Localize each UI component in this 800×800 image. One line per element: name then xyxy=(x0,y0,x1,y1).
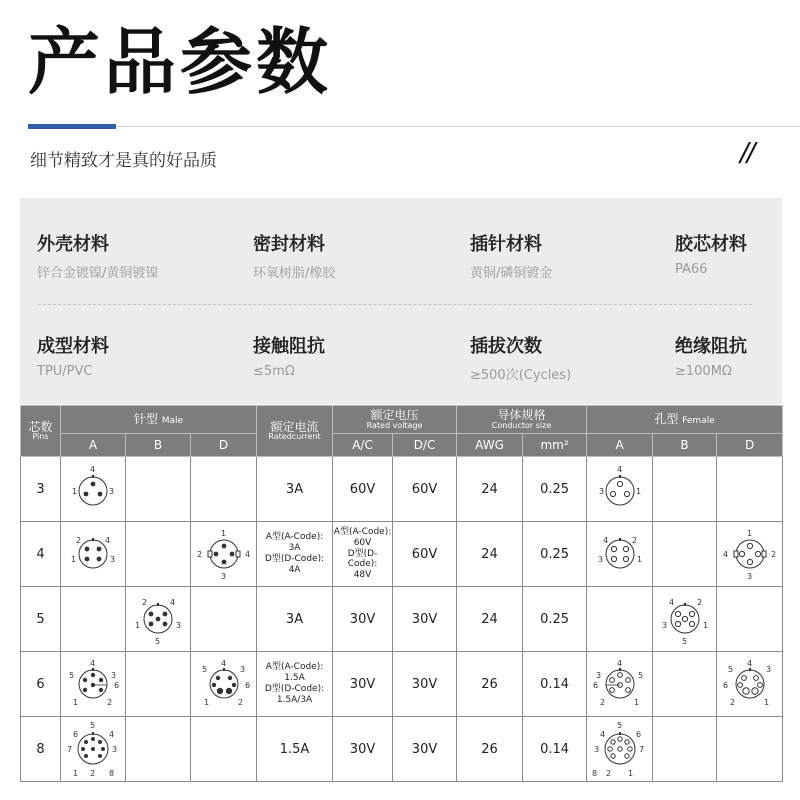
cell-mm2: 0.14 xyxy=(523,717,587,782)
svg-text:1: 1 xyxy=(763,698,769,707)
cell-female-b xyxy=(653,587,717,652)
svg-text:2: 2 xyxy=(76,536,82,545)
cell-ac-voltage: A型(A-Code): 60V D型(D-Code): 48V xyxy=(333,522,393,587)
cell-current: 3A xyxy=(257,457,333,522)
svg-text:3: 3 xyxy=(110,555,116,564)
cell-ac-voltage: 30V xyxy=(333,587,393,652)
svg-text:3: 3 xyxy=(176,621,182,630)
svg-text:4: 4 xyxy=(90,659,96,668)
svg-text:4: 4 xyxy=(109,730,115,739)
header-male: 针型 Male xyxy=(61,406,257,434)
cell-male-d xyxy=(191,457,257,522)
header-female-d: D xyxy=(717,434,783,457)
cell-current: A型(A-Code): 3A D型(D-Code): 4A xyxy=(257,522,333,587)
material-properties-panel xyxy=(20,198,782,404)
cell-female-a xyxy=(587,587,653,652)
svg-text:7: 7 xyxy=(638,745,644,754)
cell-male-a xyxy=(61,717,126,782)
female-6pin-d-code-diagram xyxy=(718,657,782,711)
prop-value: ≥100MΩ xyxy=(675,364,732,379)
svg-text:2: 2 xyxy=(107,698,113,707)
svg-text:2: 2 xyxy=(729,698,735,707)
female-3pin-a-code-diagram xyxy=(588,464,652,514)
cell-female-b xyxy=(653,717,717,782)
cell-ac-voltage: 60V xyxy=(333,457,393,522)
title-accent-bar xyxy=(28,124,116,129)
prop-pin-material xyxy=(470,230,552,281)
cell-awg: 24 xyxy=(457,457,523,522)
cell-dc-voltage: 30V xyxy=(393,587,457,652)
slash-decoration: // xyxy=(740,138,754,168)
prop-insulation-resistance xyxy=(675,332,747,379)
svg-text:6: 6 xyxy=(722,681,728,690)
svg-text:3: 3 xyxy=(746,572,752,581)
cell-male-d xyxy=(191,587,257,652)
cell-female-d xyxy=(717,652,783,717)
svg-text:5: 5 xyxy=(90,721,96,730)
svg-text:3: 3 xyxy=(220,572,226,581)
cell-mm2: 0.14 xyxy=(523,652,587,717)
cell-male-a xyxy=(61,457,126,522)
header-female-b: B xyxy=(653,434,717,457)
prop-value: 锌合金镀镍/黄铜镀镍 xyxy=(37,266,159,281)
page-subtitle: 细节精致才是真的好品质 xyxy=(30,151,217,171)
svg-text:4: 4 xyxy=(599,730,605,739)
prop-mating-cycles xyxy=(470,332,571,383)
cell-female-b xyxy=(653,652,717,717)
svg-text:3: 3 xyxy=(662,621,668,630)
prop-value: TPU/PVC xyxy=(37,364,93,379)
cell-female-a xyxy=(587,717,653,782)
cell-male-b xyxy=(126,587,191,652)
cell-female-d xyxy=(717,717,783,782)
cell-dc-voltage: 30V xyxy=(393,652,457,717)
svg-text:2: 2 xyxy=(142,598,148,607)
cell-female-a xyxy=(587,457,653,522)
cell-awg: 24 xyxy=(457,522,523,587)
svg-text:2: 2 xyxy=(605,769,611,778)
cell-awg: 24 xyxy=(457,587,523,652)
header-female-a: A xyxy=(587,434,653,457)
cell-male-d xyxy=(191,522,257,587)
svg-text:6: 6 xyxy=(114,681,120,690)
prop-value: ≤5mΩ xyxy=(253,364,295,379)
prop-value: 环氧树脂/橡胶 xyxy=(253,266,336,281)
svg-text:4: 4 xyxy=(170,598,176,607)
prop-shell-material xyxy=(37,230,158,281)
male-4pin-d-code-diagram xyxy=(192,527,256,581)
cell-dc-voltage: 60V xyxy=(393,522,457,587)
svg-text:3: 3 xyxy=(597,555,603,564)
prop-label: 成型材料 xyxy=(37,336,109,357)
svg-text:6: 6 xyxy=(635,730,641,739)
page-title: 产品参数 xyxy=(28,20,333,104)
svg-text:5: 5 xyxy=(727,665,733,674)
svg-text:1: 1 xyxy=(636,555,642,564)
svg-text:2: 2 xyxy=(90,769,96,778)
svg-text:3: 3 xyxy=(109,487,115,496)
prop-value: 黄铜/磷铜镀金 xyxy=(470,266,553,281)
svg-text:1: 1 xyxy=(220,529,226,538)
prop-value: PA66 xyxy=(675,262,708,277)
prop-label: 绝缘阻抗 xyxy=(675,336,747,357)
table-row xyxy=(21,587,783,652)
svg-text:5: 5 xyxy=(201,665,207,674)
svg-text:1: 1 xyxy=(627,769,633,778)
cell-female-d xyxy=(717,457,783,522)
svg-text:1: 1 xyxy=(633,698,639,707)
header-male-d: D xyxy=(191,434,257,457)
header-ac: A/C xyxy=(333,434,393,457)
header-male-a: A xyxy=(61,434,126,457)
svg-text:3: 3 xyxy=(595,671,601,680)
cell-awg: 26 xyxy=(457,717,523,782)
female-5pin-b-code-diagram xyxy=(653,592,717,646)
svg-text:4: 4 xyxy=(746,659,752,668)
cell-female-d xyxy=(717,587,783,652)
svg-text:2: 2 xyxy=(697,598,703,607)
header-female: 孔型 Female xyxy=(587,406,783,434)
svg-text:3: 3 xyxy=(598,487,604,496)
female-8pin-a-code-diagram xyxy=(588,719,652,779)
cell-mm2: 0.25 xyxy=(523,522,587,587)
prop-label: 插针材料 xyxy=(470,234,542,255)
svg-text:3: 3 xyxy=(111,671,117,680)
svg-text:6: 6 xyxy=(592,681,598,690)
svg-text:5: 5 xyxy=(155,637,161,646)
cell-female-a xyxy=(587,522,653,587)
header-pins: 芯数 Pins xyxy=(21,406,61,457)
svg-text:1: 1 xyxy=(73,698,79,707)
male-5pin-b-code-diagram xyxy=(126,592,190,646)
cell-pins: 8 xyxy=(21,717,61,782)
cell-male-b xyxy=(126,457,191,522)
cell-awg: 26 xyxy=(457,652,523,717)
prop-molding-material xyxy=(37,332,109,379)
svg-text:5: 5 xyxy=(616,721,622,730)
svg-text:1: 1 xyxy=(703,621,709,630)
svg-text:1: 1 xyxy=(73,769,79,778)
cell-mm2: 0.25 xyxy=(523,587,587,652)
cell-pins: 3 xyxy=(21,457,61,522)
cell-mm2: 0.25 xyxy=(523,457,587,522)
table-row xyxy=(21,652,783,717)
svg-text:4: 4 xyxy=(722,550,728,559)
cell-ac-voltage: 30V xyxy=(333,652,393,717)
header-conductor: 导体规格 Conductor size xyxy=(457,406,587,434)
svg-text:7: 7 xyxy=(67,745,73,754)
svg-text:2: 2 xyxy=(237,698,243,707)
prop-label: 胶芯材料 xyxy=(675,234,747,255)
cell-male-b xyxy=(126,717,191,782)
svg-text:5: 5 xyxy=(69,671,75,680)
table-row xyxy=(21,522,783,587)
prop-label: 接触阻抗 xyxy=(253,336,325,357)
prop-contact-resistance xyxy=(253,332,325,379)
cell-current: 3A xyxy=(257,587,333,652)
header-current: 额定电流 Ratedcurrent xyxy=(257,406,333,457)
header-voltage: 额定电压 Rated voltage xyxy=(333,406,457,434)
svg-text:1: 1 xyxy=(135,621,141,630)
prop-label: 外壳材料 xyxy=(37,234,109,255)
header-dc: D/C xyxy=(393,434,457,457)
svg-text:6: 6 xyxy=(73,730,79,739)
male-6pin-a-code-diagram xyxy=(61,657,125,711)
male-3pin-a-code-diagram xyxy=(61,464,125,514)
cell-female-d xyxy=(717,522,783,587)
cell-pins: 4 xyxy=(21,522,61,587)
table-row xyxy=(21,457,783,522)
header-awg: AWG xyxy=(457,434,523,457)
cell-male-a xyxy=(61,587,126,652)
svg-text:1: 1 xyxy=(72,487,78,496)
header-mm2: mm² xyxy=(523,434,587,457)
female-4pin-d-code-diagram xyxy=(718,527,782,581)
svg-text:8: 8 xyxy=(591,769,597,778)
female-6pin-a-code-diagram xyxy=(588,657,652,711)
svg-text:4: 4 xyxy=(602,536,608,545)
cell-female-a xyxy=(587,652,653,717)
cell-current: A型(A-Code): 1.5A D型(D-Code): 1.5A/3A xyxy=(257,652,333,717)
header-male-b: B xyxy=(126,434,191,457)
female-4pin-a-code-diagram xyxy=(588,529,652,579)
cell-male-d xyxy=(191,717,257,782)
cell-male-d xyxy=(191,652,257,717)
prop-label: 插拔次数 xyxy=(470,336,542,357)
male-8pin-a-code-diagram xyxy=(61,719,125,779)
spec-table xyxy=(20,405,783,782)
svg-text:2: 2 xyxy=(599,698,605,707)
svg-text:3: 3 xyxy=(112,745,118,754)
male-6pin-d-code-diagram xyxy=(192,657,256,711)
cell-male-a xyxy=(61,652,126,717)
male-4pin-a-code-diagram xyxy=(61,529,125,579)
header-divider xyxy=(116,126,800,127)
svg-text:3: 3 xyxy=(239,665,245,674)
prop-core-material xyxy=(675,230,747,277)
svg-text:4: 4 xyxy=(616,465,622,474)
cell-pins: 5 xyxy=(21,587,61,652)
cell-dc-voltage: 60V xyxy=(393,457,457,522)
dashed-divider xyxy=(38,304,752,305)
svg-text:4: 4 xyxy=(220,659,226,668)
cell-male-b xyxy=(126,522,191,587)
svg-text:2: 2 xyxy=(770,550,776,559)
svg-text:4: 4 xyxy=(105,536,111,545)
svg-text:3: 3 xyxy=(765,665,771,674)
svg-text:1: 1 xyxy=(203,698,209,707)
cell-dc-voltage: 30V xyxy=(393,717,457,782)
svg-text:4: 4 xyxy=(669,598,675,607)
cell-current: 1.5A xyxy=(257,717,333,782)
svg-text:1: 1 xyxy=(71,555,77,564)
cell-female-b xyxy=(653,522,717,587)
svg-text:1: 1 xyxy=(746,529,752,538)
prop-seal-material xyxy=(253,230,335,281)
cell-ac-voltage: 30V xyxy=(333,717,393,782)
svg-text:4: 4 xyxy=(616,659,622,668)
cell-male-b xyxy=(126,652,191,717)
table-row xyxy=(21,717,783,782)
svg-text:5: 5 xyxy=(682,637,688,646)
prop-value: ≥500次(Cycles) xyxy=(470,368,572,383)
svg-text:8: 8 xyxy=(109,769,115,778)
svg-text:2: 2 xyxy=(196,550,202,559)
svg-text:1: 1 xyxy=(635,487,641,496)
cell-male-a xyxy=(61,522,126,587)
prop-label: 密封材料 xyxy=(253,234,325,255)
svg-text:5: 5 xyxy=(637,671,643,680)
svg-text:6: 6 xyxy=(244,681,250,690)
svg-text:3: 3 xyxy=(593,745,599,754)
svg-text:2: 2 xyxy=(631,536,637,545)
cell-female-b xyxy=(653,457,717,522)
cell-pins: 6 xyxy=(21,652,61,717)
svg-text:4: 4 xyxy=(244,550,250,559)
svg-text:4: 4 xyxy=(90,465,96,474)
